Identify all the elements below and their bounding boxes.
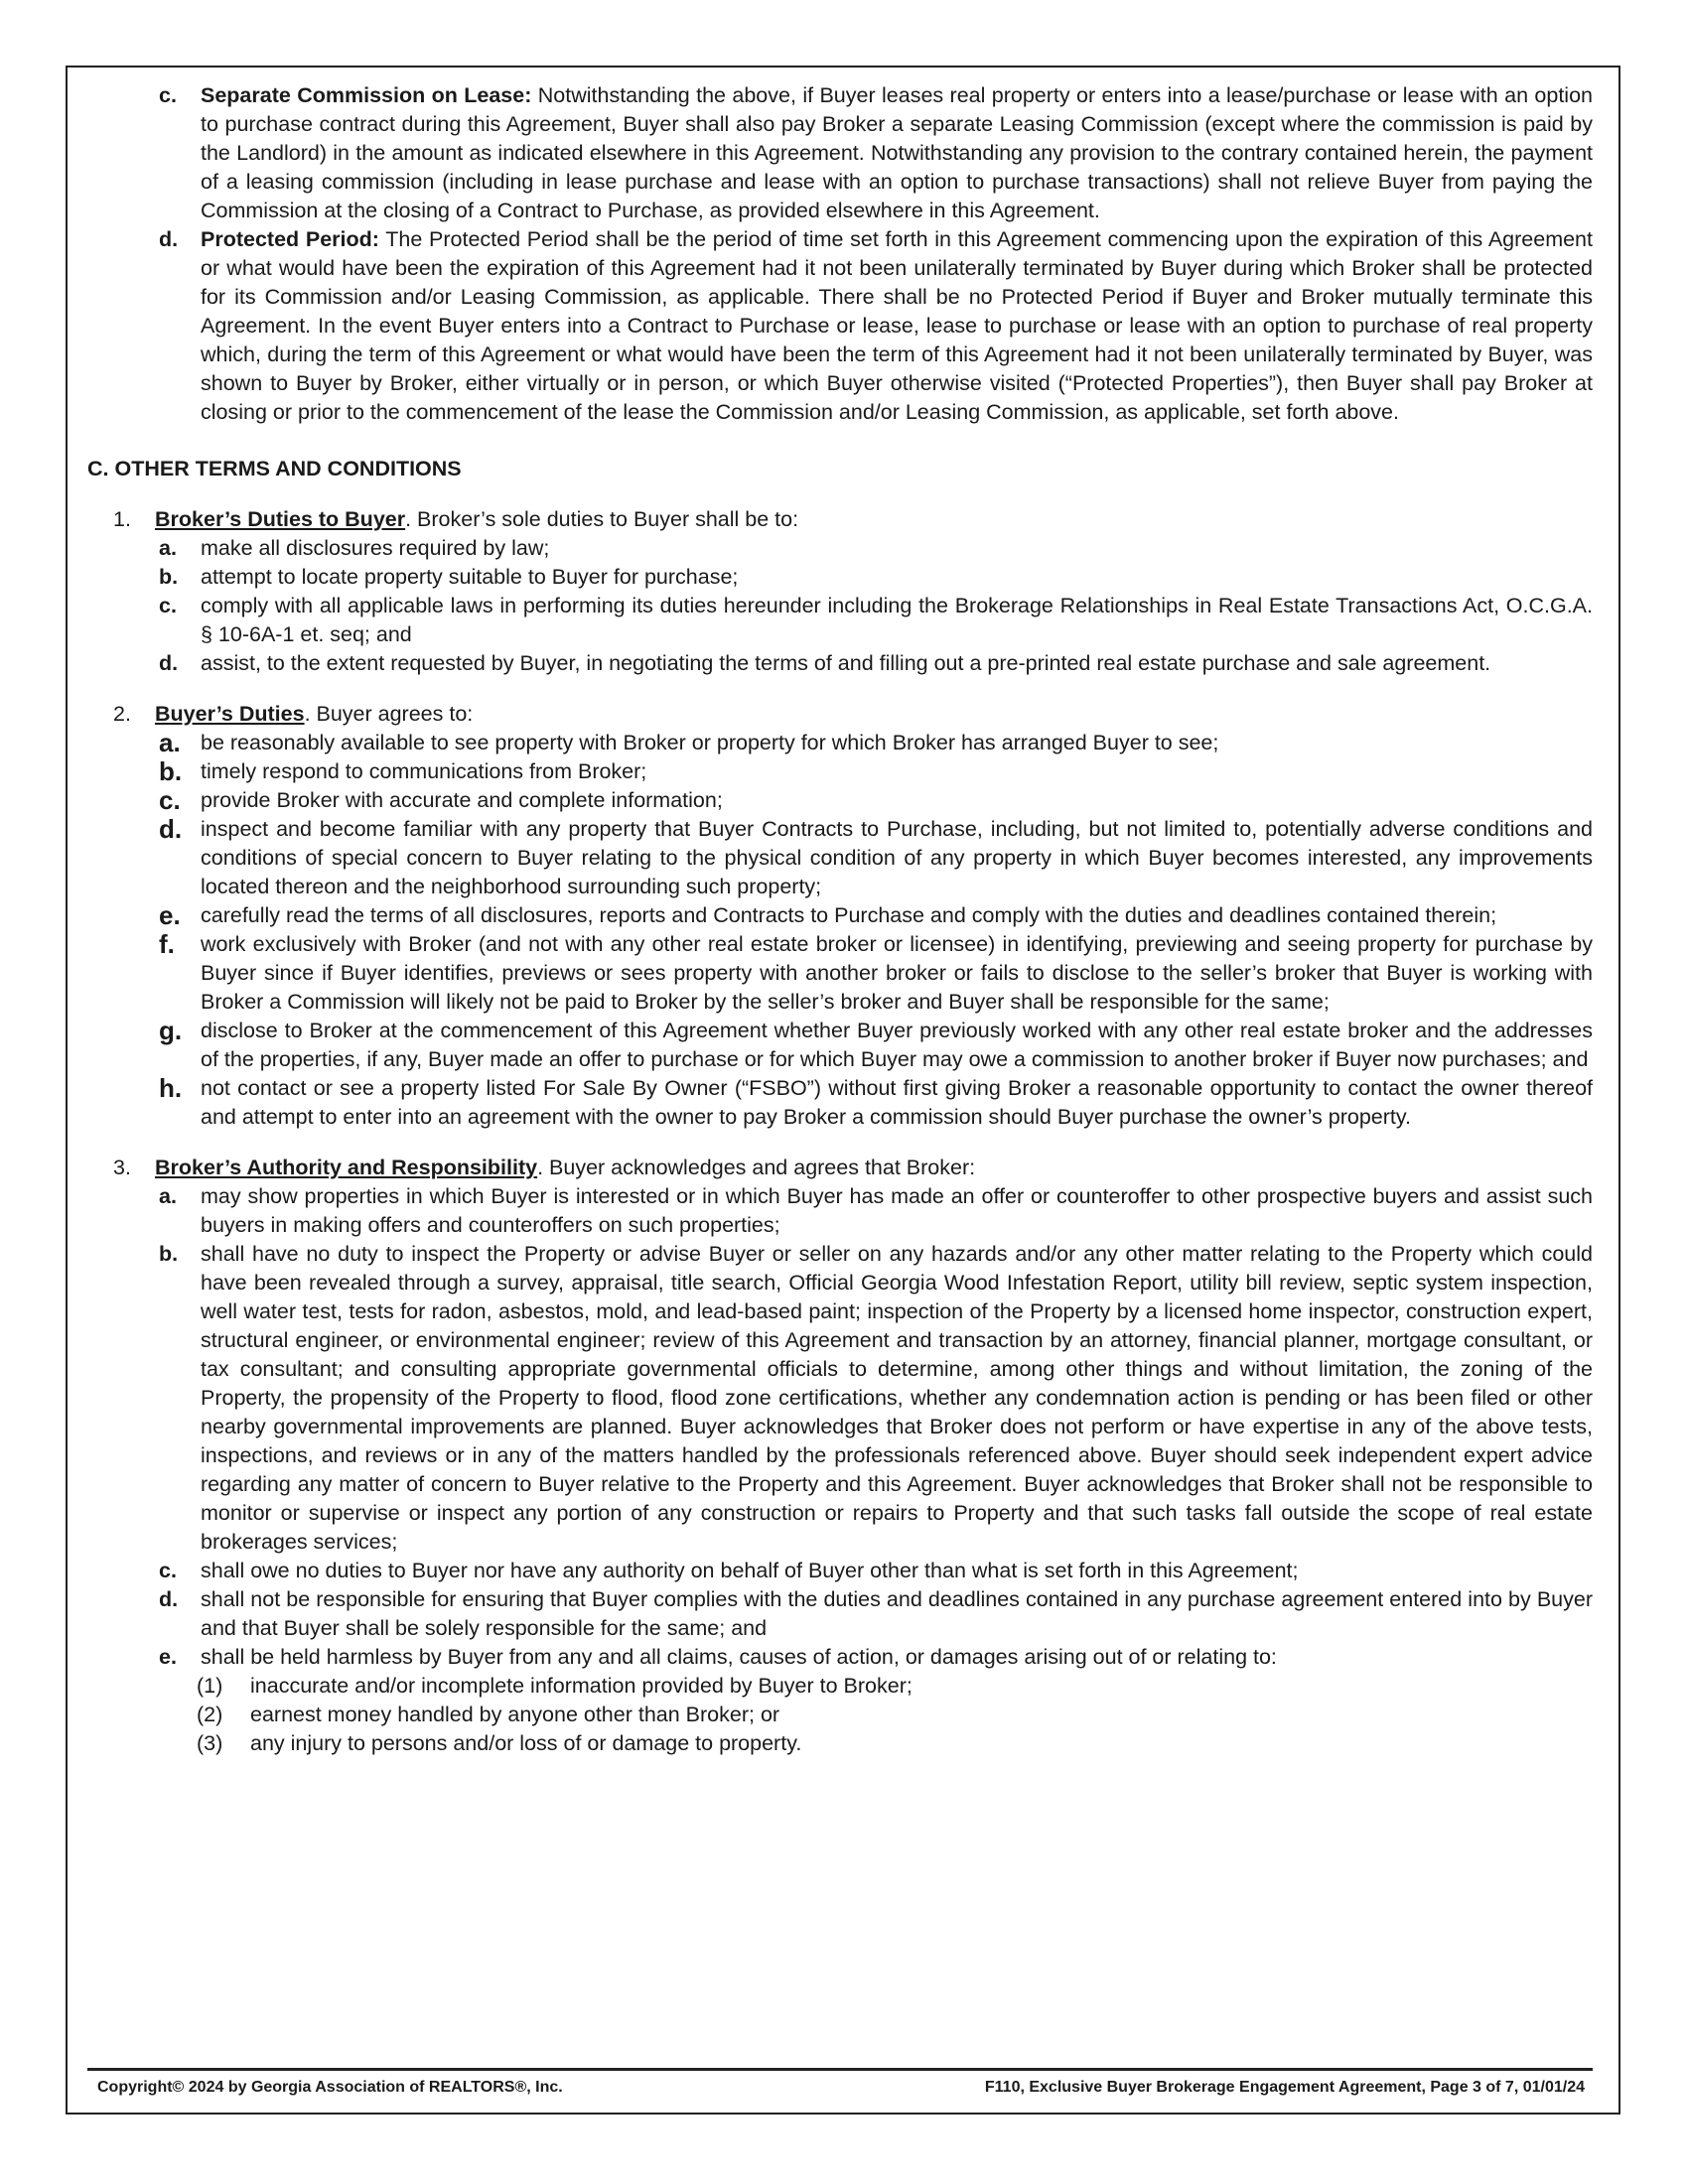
clause-text: The Protected Period shall be the period of time set forth in this Agreement commencing upon the expiration of this Agreement or what would have been the expiration of this Agreement had it not been unilaterally terminated by Buyer during which Broker shall be protected for its Commission and/or Leasing Commission, as applicable. There shall be no Protected Period if Buyer and Broker mutually terminate this Agreement. In the event Buyer enters into a Contract to Purchase or lease, lease to purchase or lease with an option to purchase of real property which, during the term of this Agreement or what would have been the term of this Agreement had it not been unilaterally terminated by Buyer, was shown to Buyer by Broker, either virtually or in person, or which Buyer otherwise visited (“Protected Properties”), then Buyer shall pay Broker at closing or prior to the commencement of the lease the Commission and/or Leasing Commission, as applicable, set forth above. <box>201 227 1593 424</box>
item-text: shall not be responsible for ensuring that Buyer complies with the duties and deadlines contained in any purchase agreement entered into by Buyer and that Buyer shall be solely responsible for the same; and <box>201 1587 1593 1640</box>
paragraph-number: 3. <box>113 1156 131 1179</box>
list-item <box>87 729 1593 757</box>
section-heading: C. OTHER TERMS AND CONDITIONS <box>87 457 462 480</box>
sub-item-marker: (1) <box>197 1674 223 1698</box>
list-item <box>87 930 1593 1017</box>
list-item <box>87 592 1593 649</box>
item-marker: d. <box>159 1587 179 1611</box>
list-item <box>87 534 1593 563</box>
item-marker: a. <box>159 536 177 560</box>
paragraph-number: 1. <box>113 507 131 531</box>
item-text: comply with all applicable laws in performing its duties hereunder including the Brokerage Relationships in Real Estate Transactions Act, O.C.G.A. § 10-6A-1 et. seq; and <box>201 594 1593 646</box>
item-marker: c. <box>159 1559 177 1582</box>
page-footer <box>97 2079 1585 2097</box>
sub-item-text: earnest money handled by anyone other than Broker; or <box>250 1703 780 1726</box>
list-item <box>87 1017 1593 1074</box>
sub-list-item <box>87 1672 1593 1701</box>
item-text: provide Broker with accurate and complete information; <box>201 788 723 812</box>
list-item <box>87 1643 1593 1672</box>
item-text: disclose to Broker at the commencement of this Agreement whether Buyer previously worked with any other real estate broker and the addresses of the properties, if any, Buyer made an offer to purchase or for which Buyer may owe a commission to another broker if Buyer now purchases; and <box>201 1019 1593 1071</box>
paragraph-brokers-authority <box>87 1154 1593 1182</box>
list-item <box>87 1557 1593 1585</box>
list-item <box>87 649 1593 678</box>
paragraph-intro: . Broker’s sole duties to Buyer shall be to: <box>405 507 799 531</box>
item-text: inspect and become familiar with any property that Buyer Contracts to Purchase, including, but not limited to, potentially adverse conditions and conditions of special concern to Buyer relating to the physical condition of any property in which Buyer becomes interested, any improvements located thereon and the neighborhood surrounding such property; <box>201 817 1593 898</box>
paragraph-title: Broker’s Duties to Buyer <box>155 507 406 531</box>
list-item <box>87 1074 1593 1132</box>
item-text: shall owe no duties to Buyer nor have any authority on behalf of Buyer other than what is set forth in this Agreement; <box>201 1559 1299 1582</box>
item-marker: c. <box>159 785 181 815</box>
clause-title: Separate Commission on Lease: <box>201 83 532 107</box>
clause-text: Notwithstanding the above, if Buyer leases real property or enters into a lease/purchase or lease with an option to purchase contract during this Agreement, Buyer shall also pay Broker a separate Leasing Commission (except where the commission is paid by the Landlord) in the amount as indicated elsewhere in this Agreement. Notwithstanding any provision to the contrary contained herein, the payment of a leasing commission (including in lease purchase and lease with an option to purchase transactions) shall not relieve Buyer from paying the Commission at the closing of a Contract to Purchase, as provided elsewhere in this Agreement. <box>201 83 1593 222</box>
item-text: work exclusively with Broker (and not with any other real estate broker or licensee) in identifying, previewing and seeing property for purchase by Buyer since if Buyer identifies, previews or sees property with another broker or fails to disclose to the seller’s broker that Buyer is working with Broker a Commission will likely not be paid to Broker by the seller’s broker and Buyer shall be responsible for the same; <box>201 932 1593 1014</box>
clause-protected-period <box>87 225 1593 427</box>
list-item <box>87 757 1593 786</box>
clause-title: Protected Period: <box>201 227 379 251</box>
item-marker: h. <box>159 1073 183 1103</box>
form-identifier: F110, Exclusive Buyer Brokerage Engagement Agreement, Page 3 of 7, 01/01/24 <box>984 2079 1585 2096</box>
item-text: carefully read the terms of all disclosures, reports and Contracts to Purchase and comply with the duties and deadlines contained therein; <box>201 903 1497 927</box>
paragraph-title: Broker’s Authority and Responsibility <box>155 1156 538 1179</box>
item-marker: f. <box>159 929 175 959</box>
item-text: shall be held harmless by Buyer from any and all claims, causes of action, or damages arising out of or relating to: <box>201 1645 1277 1669</box>
paragraph-intro: . Buyer acknowledges and agrees that Broker: <box>537 1156 976 1179</box>
item-text: not contact or see a property listed For Sale By Owner (“FSBO”) without first giving Broker a reasonable opportunity to contact the owner thereof and attempt to enter into an agreement with the owner to pay Broker a commission should Buyer purchase the owner’s property. <box>201 1076 1593 1129</box>
sub-item-text: any injury to persons and/or loss of or damage to property. <box>250 1731 802 1755</box>
paragraph-intro: . Buyer agrees to: <box>304 702 474 726</box>
clause-marker: d. <box>159 227 179 251</box>
item-text: shall have no duty to inspect the Property or advise Buyer or seller on any hazards and/or any other matter relating to the Property which could have been revealed through a survey, appraisal, title search, Official Georgia Wood Infestation Report, utility bill review, septic system inspection, well water test, tests for radon, asbestos, mold, and lead-based paint; inspection of the Property by a licensed home inspector, construction expert, structural engineer, or environmental engineer; review of this Agreement and transaction by an attorney, financial planner, mortgage consultant, or tax consultant; and consulting appropriate governmental officials to determine, among other things and without limitation, the zoning of the Property, the propensity of the Property to flood, flood zone certifications, whether any condemnation action is pending or has been filed or other nearby governmental improvements are planned. Buyer acknowledges that Broker does not perform or have expertise in any of the above tests, inspections, and reviews or in any of the matters handled by the professionals referenced above. Buyer should seek independent expert advice regarding any matter of concern to Buyer relative to the Property and this Agreement. Buyer acknowledges that Broker shall not be responsible to monitor or supervise or inspect any portion of any construction or repairs to Property and that such tasks fall outside the scope of real estate brokerages services; <box>201 1242 1593 1554</box>
item-marker: d. <box>159 814 183 844</box>
paragraph-brokers-duties <box>87 505 1593 534</box>
list-item <box>87 563 1593 592</box>
item-marker: b. <box>159 565 179 589</box>
item-text: make all disclosures required by law; <box>201 536 550 560</box>
list-item <box>87 1585 1593 1643</box>
item-text: may show properties in which Buyer is interested or in which Buyer has made an offer or counteroffer to other prospective buyers and assist such buyers in making offers and counteroffers on such properties; <box>201 1184 1593 1237</box>
clause-marker: c. <box>159 83 177 107</box>
sub-item-marker: (2) <box>197 1703 223 1726</box>
item-marker: a. <box>159 728 181 757</box>
item-marker: e. <box>159 1645 177 1669</box>
item-marker: d. <box>159 651 179 675</box>
sub-list-item <box>87 1701 1593 1729</box>
paragraph-number: 2. <box>113 702 131 726</box>
clause-separate-commission <box>87 81 1593 225</box>
paragraph-buyers-duties <box>87 700 1593 729</box>
item-marker: e. <box>159 900 181 930</box>
item-text: assist, to the extent requested by Buyer, in negotiating the terms of and filling out a pre-printed real estate purchase and sale agreement. <box>201 651 1491 675</box>
copyright-notice: Copyright© 2024 by Georgia Association of REALTORS®, Inc. <box>97 2079 563 2096</box>
sub-item-marker: (3) <box>197 1731 223 1755</box>
item-marker: c. <box>159 594 177 617</box>
item-text: attempt to locate property suitable to Buyer for purchase; <box>201 565 739 589</box>
sub-list-item <box>87 1729 1593 1758</box>
item-marker: b. <box>159 756 183 786</box>
item-marker: g. <box>159 1016 183 1045</box>
list-item <box>87 786 1593 815</box>
item-marker: b. <box>159 1242 179 1266</box>
item-text: timely respond to communications from Broker; <box>201 759 647 783</box>
item-text: be reasonably available to see property with Broker or property for which Broker has arranged Buyer to see; <box>201 731 1219 754</box>
list-item <box>87 1182 1593 1240</box>
document-body <box>87 81 1593 1758</box>
footer-divider <box>87 2068 1593 2071</box>
list-item <box>87 901 1593 930</box>
sub-item-text: inaccurate and/or incomplete information provided by Buyer to Broker; <box>250 1674 913 1698</box>
list-item <box>87 815 1593 901</box>
paragraph-title: Buyer’s Duties <box>155 702 305 726</box>
list-item <box>87 1240 1593 1557</box>
item-marker: a. <box>159 1184 177 1208</box>
